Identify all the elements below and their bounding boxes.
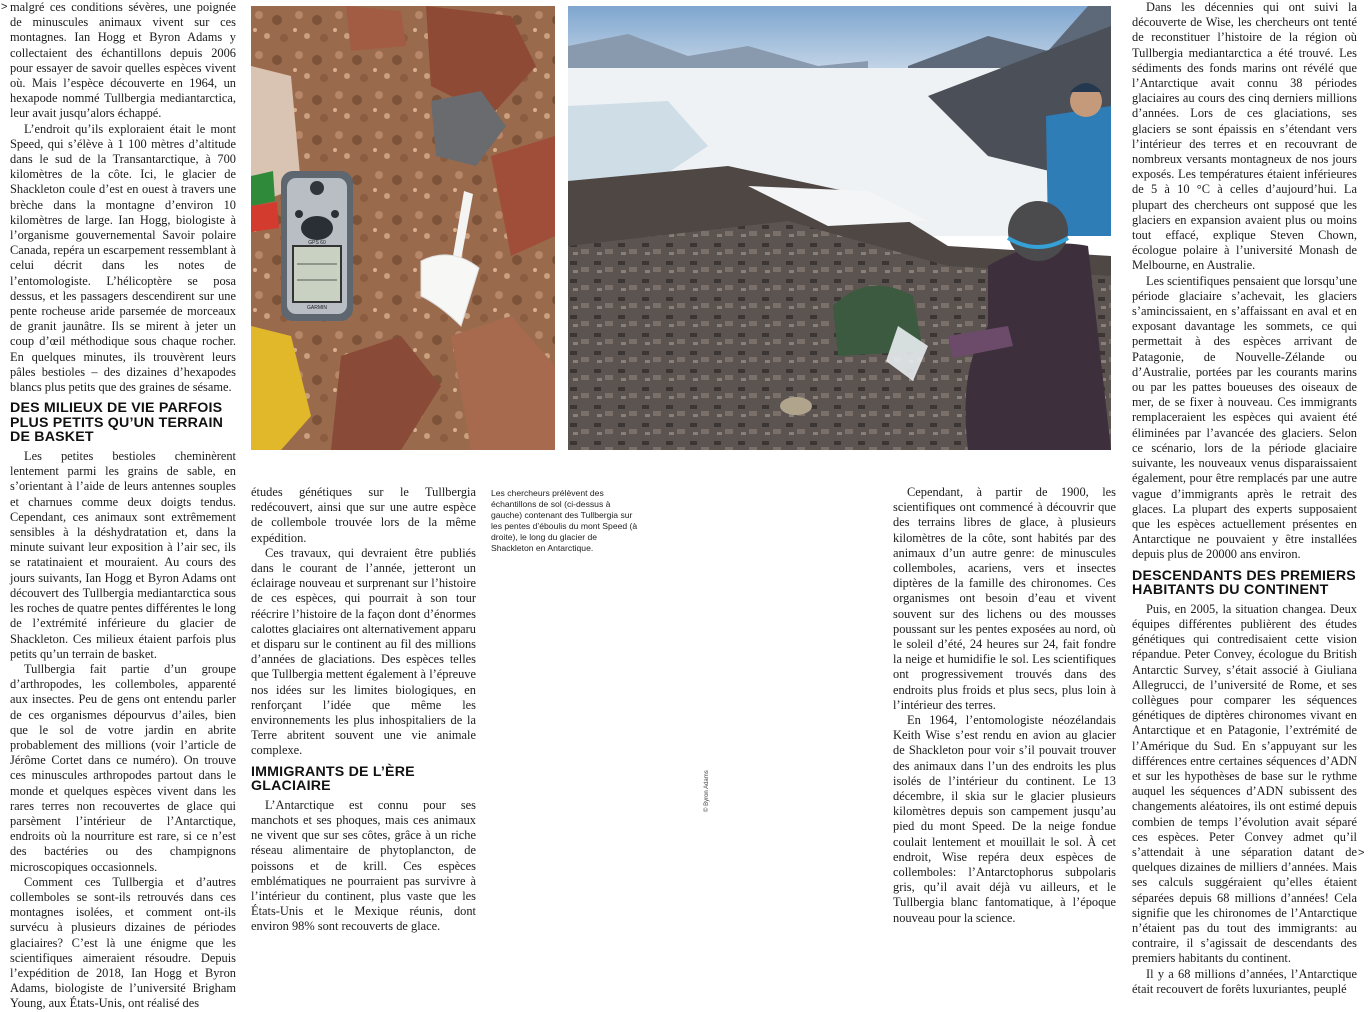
paragraph: Puis, en 2005, la situation changea. Deux équipes différentes publièrent des études génétiques qui contredisaient cette vision répandue. Peter Convey, écologue du British Antarctic Survey, s’était associé à Giuliana Allegrucci, de l’université de Rome, et ses collègues pour comparer les séquences génétiques de diptères chironomes vivant en Antarctique et en Patagonie, l’extrémité de l’Amérique du Sud. En s’appuyant sur les différences entre certaines séquences d’ADN et sur les hypothèses de base sur le rythme auquel les séquences d’ADN subissent des changements aléatoires, ils ont estimé depuis combien de temps l’évolution avait séparé ces espèces. Peter Convey admet qu’il s’attendait à une séparation datant de quelques dizaines de milliers d’années. Mais ses calculs suggéraient qu’elles étaient séparées depuis 68 millions d’années! Cela signifie que les chironomes de l’Antarctique n’étaient pas du tout des immigrants: au contraire, il s’agissait de descendants des premiers habitants du continent. [1132,601,1357,966]
paragraph: malgré ces conditions sévères, une poignée de minuscules animaux vivent sur ces montagnes. Ian Hogg et Byron Adams y collectaient des échantillons depuis 2006 pour essayer de savoir quelles espèces vivent où. Mais l’espèce découverte en 1964, un hexapode nommé Tullbergia mediantarctica, leur avait jusqu’alors échappé. [10,0,236,121]
gps-model-label: GPS 60 [308,240,326,246]
paragraph: Il y a 68 millions d’années, l’Antarctique était recouvert de forêts luxuriantes, peuplé [1132,966,1357,996]
paragraph: Comment ces Tullbergia et d’autres collemboles se sont-ils retrouvés dans ces montagnes isolées, et comment ont-ils survécu à plusieurs dizaines de périodes glaciaires? C’est là une énigme que les scientifiques aimeraient résoudre. Depuis l’expédition de 2018, Ian Hogg et Byron Adams, biologiste de l’université Brigham Young, aux États-Unis, ont réalisé des [10,874,236,1011]
gps-device [281,171,353,321]
section-heading: IMMIGRANTS DE L’ÈRE GLACIAIRE [251,763,415,795]
photo-caption: Les chercheurs prélèvent des échantillons de sol (ci-dessus à gauche) contenant des Tullbergia sur les pentes d’éboulis du mont Speed (à droite), le long du glacier de Shackleton en Antarctique. [491,488,638,553]
photo-soil-sampling [251,6,555,450]
paragraph: L’Antarctique est connu pour ses manchots et ses phoques, mais ces animaux ne vivent que sur ses côtes, grâce à un riche réseau alimentaire de phytoplancton, de poissons et de krill. Ces espèces emblématiques ne pourraient pas survivre à l’intérieur du continent, plus vaste que les États-Unis et le Mexique réunis, dont environ 98% sont recouverts de glace. [251,797,476,934]
section-heading: DES MILIEUX DE VIE PARFOIS PLUS PETITS QU’UN TERRAIN DE BASKET [10,400,224,446]
prev-page-arrow[interactable]: > [1,1,8,13]
column-1 [10,0,236,1012]
section-heading: DESCENDANTS DES PREMIERS HABITANTS DU CONTINENT [1132,567,1356,599]
paragraph: Tullbergia fait partie d’un groupe d’arthropodes, les collemboles, apparenté aux insectes. Peu de gens ont entendu parler de ces organismes dépourvus d’ailes, bien que le sol de votre jardin en abrite probablement des millions (voir l’article de Jérôme Cortet dans ce numéro). On trouve ces minuscules arthropodes partout dans le monde et quelques espèces vivent dans les rares terres non recouvertes de glace qui parsèment l’intérieur de l’Antarctique, endroits où la nourriture est rare, si ce n’est des bactéries ou des champignons microscopiques occasionnels. [10,661,236,874]
mount-speed-illustration [568,6,1111,450]
paragraph: Cependant, à partir de 1900, les scientifiques ont commencé à découvrir que des terrains libres de glace, à plusieurs kilomètres de la côte, sont habités par des animaux d’un autre genre: de minuscules collemboles, acariens, vers et insectes diptères de la famille des chironomes. Ces organismes ont besoin d’eau et vivent souvent sur des lichens ou des mousses poussant sur les pentes exposées au nord, où le soleil d’été, 24 heures sur 24, fait fondre la neige et humidifie le sol. Les scientifiques ont progressivement trouvés dans des endroits plus froids et plus secs, plus loin à l’intérieur des terres. [893,485,1116,712]
paragraph: L’endroit qu’ils exploraient était le mont Speed, qui s’élève à 1 100 mètres d’altitude dans le sud de la Transantarctique, à 700 kilomètres de la côte. Ici, le glacier de Shackleton coule d’est en ouest à travers une brèche dans la montagne d’environ 10 kilomètres de large. Ian Hogg, biologiste à l’organisme gouvernemental Savoir polaire Canada, repéra un escarpement ressemblant à celui décrit dans les notes de l’entomologiste. L’hélicoptère se posa dessus, et les passagers descendirent sur une pente rocheuse aride parsemée de morceaux de granit jaunâtre. Ils se mirent à jeter un coup d’œil méthodique sous chaque rocher. En quelques minutes, ils trouvèrent leurs pâles bestioles – des dizaines d’hexapodes blancs plus petits que des graines de sésame. [10,121,236,395]
column-2 [251,485,476,935]
paragraph: études génétiques sur le Tullbergia redécouvert, ainsi que sur une autre espèce de collembole trouvée lors de la même expédition. [251,485,476,545]
paragraph: Les scientifiques pensaient que lorsqu’une période glaciaire s’achevait, les glaciers s’amincissaient, en s’affaissant en aval et en exposant davantage les sommets, ce qui permettait à des espèces arrivant de Patagonie, de Nouvelle-Zélande ou d’Australie, portées par les courants marins ou par les pattes boueuses des oiseaux de mer, de se fixer à nouveau. Ces immigrants remplaceraient les espèces qui avaient été éliminées par l’avancée des glaciers. Selon ce scénario, lors de la période glaciaire suivante, les nouveaux venus disparaissaient également, pour être remplacés par une autre vague d’immigrants après le retrait des glaces. La plupart des experts supposaient que les espèces actuellement présentes en Antarctique ne pouvaient y être installées depuis plus de 20000 ans environ. [1132,273,1357,562]
gps-brand-label: GARMIN [307,305,327,311]
soil-sampling-illustration [251,6,555,450]
next-page-arrow[interactable]: > [1358,847,1365,859]
photo-mount-speed [568,6,1111,450]
column-4 [1132,0,1357,997]
paragraph: Dans les décennies qui ont suivi la découverte de Wise, les chercheurs ont tenté de reconstituer l’histoire de la région où Tullbergia mediantarctica a été trouvé. Les sédiments des fonds marins ont révélé que l’Antarctique avait connu 38 périodes glaciaires au cours des cinq derniers millions d’années. Lors de ces glaciations, ses glaciers se sont épaissis en s’étendant vers l’intérieur des terres et en recouvrant de nombreux versants montagneux de nos jours exposés. Les températures étaient inférieures de 5 à 10 °C à celles d’aujourd’hui. La plupart des chercheurs ont supposé que les glaciers en expansion avaient plus ou moins tout effacé, explique Steven Chown, écologue polaire à l’université Monash de Melbourne, en Australie. [1132,0,1357,273]
photo-credit: © Byron Adams [704,770,710,812]
paragraph: Ces travaux, qui devraient être publiés dans le courant de l’année, jetteront un éclairage nouveau et surprenant sur l’histoire de ces espèces, qui pourrait à son tour réécrire l’histoire de la façon dont d’énormes calottes glaciaires ont alternativement apparu et disparu sur le continent au fil des millions d’années de glaciations. Des espèces telles que Tullbergia mettent également à l’épreuve nos idées sur les limites biologiques, en renforçant l’idée que même les environnements les plus inhospitaliers de la Terre abritent souvent une vie animale complexe. [251,545,476,758]
paragraph: Les petites bestioles cheminèrent lentement parmi les grains de sable, en s’orientant à l’aide de leurs antennes souples et charnues comme deux doigts tendus. Cependant, ces animaux sont extrêmement sensibles à la déshydratation et, dans la minute suivant leur exposition à l’air sec, ils se ratatinaient et mouraient. Au cours des jours suivants, Ian Hogg et Byron Adams ont découvert des Tullbergia mediantarctica sous les roches de quatre pentes différentes le long de l’extrémité inférieure du glacier de Shackleton. Ces milieux étaient parfois plus petits qu’un terrain de basket. [10,449,236,661]
paragraph: En 1964, l’entomologiste néozélandais Keith Wise s’est rendu en avion au glacier de Shackleton pour voir s’il pouvait trouver des animaux dans l’un des endroits les plus isolés de l’intérieur du continent. Le 13 décembre, il skia sur le glacier plusieurs kilomètres depuis son campement jusqu’au pied du mont Speed. De la neige fondue coulait lentement et mouillait le sol. À cet endroit, Wise repéra deux espèces de collemboles: l’Antarctophorus subpolaris gris, qu’il avait déjà vu ailleurs, et le Tullbergia blanc fantomatique, à l’époque nouveau pour la science. [893,713,1116,925]
column-3 [893,485,1116,926]
